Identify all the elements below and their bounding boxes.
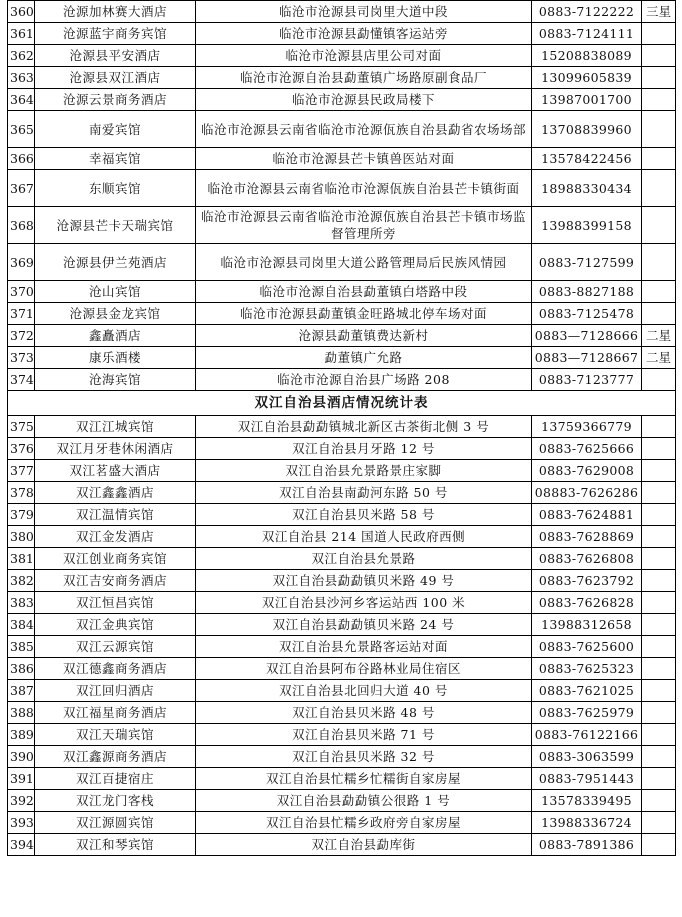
cell-address: 双江自治县允景路景庄家脚 <box>196 460 532 482</box>
cell-address: 临沧市沧源县店里公司对面 <box>196 45 532 67</box>
cell-rating <box>642 834 676 856</box>
cell-rating <box>642 23 676 45</box>
cell-address: 双江自治县允景路客运站对面 <box>196 636 532 658</box>
cell-address: 临沧市沧源县民政局楼下 <box>196 89 532 111</box>
cell-address: 临沧市沧源县芒卡镇兽医站对面 <box>196 148 532 170</box>
cell-number: 385 <box>8 636 35 658</box>
cell-hotel-name: 沧源加林赛大酒店 <box>35 1 196 23</box>
cell-phone: 0883—7128666 <box>532 325 642 347</box>
cell-number: 375 <box>8 416 35 438</box>
cell-phone: 0883-7621025 <box>532 680 642 702</box>
table-row <box>8 207 676 244</box>
cell-number: 363 <box>8 67 35 89</box>
cell-rating <box>642 702 676 724</box>
cell-number: 394 <box>8 834 35 856</box>
cell-phone: 0883-7123777 <box>532 369 642 391</box>
cell-hotel-name: 双江茗盛大酒店 <box>35 460 196 482</box>
cell-address: 临沧市沧源自治县广场路 208 <box>196 369 532 391</box>
cell-phone: 15208838089 <box>532 45 642 67</box>
cell-rating <box>642 111 676 148</box>
cell-hotel-name: 双江鑫源商务酒店 <box>35 746 196 768</box>
table-row <box>8 834 676 856</box>
cell-number: 364 <box>8 89 35 111</box>
table-row <box>8 438 676 460</box>
cell-hotel-name: 双江鑫鑫酒店 <box>35 482 196 504</box>
cell-rating: 二星 <box>642 347 676 369</box>
table-row <box>8 746 676 768</box>
table-row <box>8 460 676 482</box>
cell-address: 双江自治县勐勐镇公很路 1 号 <box>196 790 532 812</box>
cell-rating <box>642 148 676 170</box>
cell-rating <box>642 504 676 526</box>
cell-phone: 0883-7625323 <box>532 658 642 680</box>
cell-address: 双江自治县贝米路 71 号 <box>196 724 532 746</box>
cell-number: 390 <box>8 746 35 768</box>
table-row <box>8 482 676 504</box>
cell-rating <box>642 812 676 834</box>
cell-address: 双江自治县忙糯乡政府旁自家房屋 <box>196 812 532 834</box>
cell-number: 368 <box>8 207 35 244</box>
table-row <box>8 768 676 790</box>
cell-rating <box>642 170 676 207</box>
cell-phone: 0883—7128667 <box>532 347 642 369</box>
cell-number: 362 <box>8 45 35 67</box>
table-row <box>8 702 676 724</box>
cell-phone: 13759366779 <box>532 416 642 438</box>
cell-rating <box>642 592 676 614</box>
cell-address: 双江自治县勐勐镇贝米路 49 号 <box>196 570 532 592</box>
table-row <box>8 614 676 636</box>
cell-address: 双江自治县月牙路 12 号 <box>196 438 532 460</box>
table-row <box>8 680 676 702</box>
cell-rating <box>642 244 676 281</box>
cell-number: 376 <box>8 438 35 460</box>
cell-phone: 0883-3063599 <box>532 746 642 768</box>
cell-address: 双江自治县勐勐镇贝米路 24 号 <box>196 614 532 636</box>
cell-hotel-name: 双江金典宾馆 <box>35 614 196 636</box>
table-row <box>8 504 676 526</box>
table-row <box>8 548 676 570</box>
cell-rating <box>642 746 676 768</box>
cell-rating <box>642 658 676 680</box>
cell-hotel-name: 双江云源宾馆 <box>35 636 196 658</box>
table-row <box>8 790 676 812</box>
cell-number: 378 <box>8 482 35 504</box>
cell-rating <box>642 416 676 438</box>
table-row <box>8 111 676 148</box>
cell-phone: 0883-76122166 <box>532 724 642 746</box>
cell-hotel-name: 双江回归酒店 <box>35 680 196 702</box>
cell-address: 临沧市沧源县云南省临沧市沧源佤族自治县芒卡镇市场监督管理所旁 <box>196 207 532 244</box>
cell-phone: 0883-7122222 <box>532 1 642 23</box>
cell-hotel-name: 双江百捷宿庄 <box>35 768 196 790</box>
table-row <box>8 416 676 438</box>
cell-phone: 0883-7626828 <box>532 592 642 614</box>
cell-number: 360 <box>8 1 35 23</box>
cell-rating <box>642 614 676 636</box>
cell-number: 384 <box>8 614 35 636</box>
table-row <box>8 526 676 548</box>
cell-number: 381 <box>8 548 35 570</box>
cell-rating <box>642 207 676 244</box>
cell-rating <box>642 67 676 89</box>
cell-hotel-name: 沧源县双江酒店 <box>35 67 196 89</box>
cell-number: 369 <box>8 244 35 281</box>
cell-phone: 0883-7625979 <box>532 702 642 724</box>
cell-phone: 0883-7629008 <box>532 460 642 482</box>
cell-phone: 0883-7626808 <box>532 548 642 570</box>
cell-phone: 13988336724 <box>532 812 642 834</box>
table-row <box>8 1 676 23</box>
cell-hotel-name: 双江创业商务宾馆 <box>35 548 196 570</box>
cell-hotel-name: 双江和琴宾馆 <box>35 834 196 856</box>
table-row <box>8 369 676 391</box>
cell-number: 380 <box>8 526 35 548</box>
cell-address: 双江自治县勐勐镇城北新区古茶街北侧 3 号 <box>196 416 532 438</box>
cell-phone: 13099605839 <box>532 67 642 89</box>
cell-hotel-name: 沧源县平安酒店 <box>35 45 196 67</box>
cell-number: 391 <box>8 768 35 790</box>
cell-hotel-name: 双江福星商务酒店 <box>35 702 196 724</box>
section-title: 双江自治县酒店情况统计表 <box>8 391 676 416</box>
cell-hotel-name: 双江金发酒店 <box>35 526 196 548</box>
cell-rating <box>642 89 676 111</box>
cell-address: 勐董镇广允路 <box>196 347 532 369</box>
table-row <box>8 347 676 369</box>
cell-phone: 0883-7625600 <box>532 636 642 658</box>
hotel-table <box>7 0 676 856</box>
cell-number: 370 <box>8 281 35 303</box>
cell-address: 双江自治县阿布谷路林业局住宿区 <box>196 658 532 680</box>
cell-hotel-name: 康乐酒楼 <box>35 347 196 369</box>
table-row <box>8 303 676 325</box>
cell-rating: 三星 <box>642 1 676 23</box>
cell-hotel-name: 沧源云景商务酒店 <box>35 89 196 111</box>
cell-address: 临沧市沧源县勐懂镇客运站旁 <box>196 23 532 45</box>
cell-phone: 0883-7625666 <box>532 438 642 460</box>
cell-phone: 18988330434 <box>532 170 642 207</box>
cell-number: 382 <box>8 570 35 592</box>
cell-rating <box>642 636 676 658</box>
cell-number: 388 <box>8 702 35 724</box>
table-body-canglyuan <box>8 1 676 391</box>
cell-hotel-name: 沧源县芒卡天瑞宾馆 <box>35 207 196 244</box>
cell-hotel-name: 幸福宾馆 <box>35 148 196 170</box>
cell-hotel-name: 双江月牙巷休闲酒店 <box>35 438 196 460</box>
table-row <box>8 45 676 67</box>
cell-phone: 13708839960 <box>532 111 642 148</box>
cell-address: 临沧市沧源自治县勐董镇广场路原副食品厂 <box>196 67 532 89</box>
cell-hotel-name: 南爱宾馆 <box>35 111 196 148</box>
table-row <box>8 148 676 170</box>
cell-rating <box>642 303 676 325</box>
table-row <box>8 636 676 658</box>
cell-address: 双江自治县 214 国道人民政府西侧 <box>196 526 532 548</box>
cell-address: 双江自治县贝米路 58 号 <box>196 504 532 526</box>
cell-rating <box>642 548 676 570</box>
cell-phone: 0883-7125478 <box>532 303 642 325</box>
cell-address: 双江自治县勐库街 <box>196 834 532 856</box>
cell-address: 临沧市沧源县云南省临沧市沧源佤族自治县勐省农场场部 <box>196 111 532 148</box>
cell-phone: 13578339495 <box>532 790 642 812</box>
table-row <box>8 325 676 347</box>
cell-hotel-name: 双江吉安商务酒店 <box>35 570 196 592</box>
cell-address: 临沧市沧源自治县勐董镇白塔路中段 <box>196 281 532 303</box>
cell-number: 379 <box>8 504 35 526</box>
cell-address: 双江自治县贝米路 32 号 <box>196 746 532 768</box>
cell-address: 临沧市沧源县云南省临沧市沧源佤族自治县芒卡镇街面 <box>196 170 532 207</box>
cell-phone: 13578422456 <box>532 148 642 170</box>
cell-phone: 0883-7951443 <box>532 768 642 790</box>
cell-number: 386 <box>8 658 35 680</box>
cell-phone: 13987001700 <box>532 89 642 111</box>
table-row <box>8 23 676 45</box>
cell-number: 377 <box>8 460 35 482</box>
cell-number: 389 <box>8 724 35 746</box>
cell-number: 361 <box>8 23 35 45</box>
table-row <box>8 244 676 281</box>
cell-number: 371 <box>8 303 35 325</box>
cell-rating: 二星 <box>642 325 676 347</box>
cell-address: 双江自治县沙河乡客运站西 100 米 <box>196 592 532 614</box>
table-row <box>8 812 676 834</box>
cell-hotel-name: 沧源蓝宇商务宾馆 <box>35 23 196 45</box>
cell-hotel-name: 双江恒昌宾馆 <box>35 592 196 614</box>
cell-hotel-name: 双江江城宾馆 <box>35 416 196 438</box>
cell-phone: 0883-7891386 <box>532 834 642 856</box>
cell-number: 383 <box>8 592 35 614</box>
cell-number: 392 <box>8 790 35 812</box>
table-body-shuangjiang <box>8 416 676 856</box>
section-header <box>8 391 676 416</box>
cell-rating <box>642 438 676 460</box>
cell-phone: 0883-7624881 <box>532 504 642 526</box>
cell-address: 临沧市沧源县司岗里大道中段 <box>196 1 532 23</box>
cell-address: 双江自治县北回归大道 40 号 <box>196 680 532 702</box>
cell-hotel-name: 双江德鑫商务酒店 <box>35 658 196 680</box>
table-row <box>8 592 676 614</box>
cell-phone: 08883-7626286 <box>532 482 642 504</box>
cell-rating <box>642 45 676 67</box>
cell-address: 临沧市沧源县勐董镇金旺路城北停车场对面 <box>196 303 532 325</box>
table-row <box>8 658 676 680</box>
cell-rating <box>642 680 676 702</box>
cell-hotel-name: 双江天瑞宾馆 <box>35 724 196 746</box>
cell-hotel-name: 沧海宾馆 <box>35 369 196 391</box>
cell-rating <box>642 768 676 790</box>
cell-hotel-name: 沧源县伊兰苑酒店 <box>35 244 196 281</box>
cell-phone: 0883-7124111 <box>532 23 642 45</box>
table-row <box>8 281 676 303</box>
cell-address: 双江自治县贝米路 48 号 <box>196 702 532 724</box>
cell-number: 374 <box>8 369 35 391</box>
cell-rating <box>642 281 676 303</box>
cell-hotel-name: 东顺宾馆 <box>35 170 196 207</box>
cell-hotel-name: 双江源圆宾馆 <box>35 812 196 834</box>
cell-rating <box>642 724 676 746</box>
cell-rating <box>642 369 676 391</box>
cell-hotel-name: 双江龙门客栈 <box>35 790 196 812</box>
cell-rating <box>642 460 676 482</box>
cell-hotel-name: 沧源县金龙宾馆 <box>35 303 196 325</box>
cell-rating <box>642 790 676 812</box>
cell-phone: 0883-7628869 <box>532 526 642 548</box>
cell-number: 372 <box>8 325 35 347</box>
cell-rating <box>642 526 676 548</box>
cell-phone: 0883-7127599 <box>532 244 642 281</box>
cell-number: 393 <box>8 812 35 834</box>
cell-phone: 13988399158 <box>532 207 642 244</box>
cell-hotel-name: 双江温情宾馆 <box>35 504 196 526</box>
cell-number: 366 <box>8 148 35 170</box>
cell-number: 365 <box>8 111 35 148</box>
cell-rating <box>642 570 676 592</box>
cell-number: 387 <box>8 680 35 702</box>
cell-phone: 0883-8827188 <box>532 281 642 303</box>
cell-address: 双江自治县忙糯乡忙糯街自家房屋 <box>196 768 532 790</box>
cell-rating <box>642 482 676 504</box>
cell-hotel-name: 鑫矗酒店 <box>35 325 196 347</box>
cell-address: 临沧市沧源县司岗里大道公路管理局后民族风情园 <box>196 244 532 281</box>
table-row <box>8 67 676 89</box>
table-row <box>8 724 676 746</box>
table-row <box>8 570 676 592</box>
cell-phone: 13988312658 <box>532 614 642 636</box>
cell-address: 双江自治县允景路 <box>196 548 532 570</box>
cell-phone: 0883-7623792 <box>532 570 642 592</box>
table-row <box>8 89 676 111</box>
cell-address: 双江自治县南勐河东路 50 号 <box>196 482 532 504</box>
cell-address: 沧源县勐董镇费达新村 <box>196 325 532 347</box>
cell-number: 367 <box>8 170 35 207</box>
table-row <box>8 170 676 207</box>
cell-hotel-name: 沧山宾馆 <box>35 281 196 303</box>
cell-number: 373 <box>8 347 35 369</box>
